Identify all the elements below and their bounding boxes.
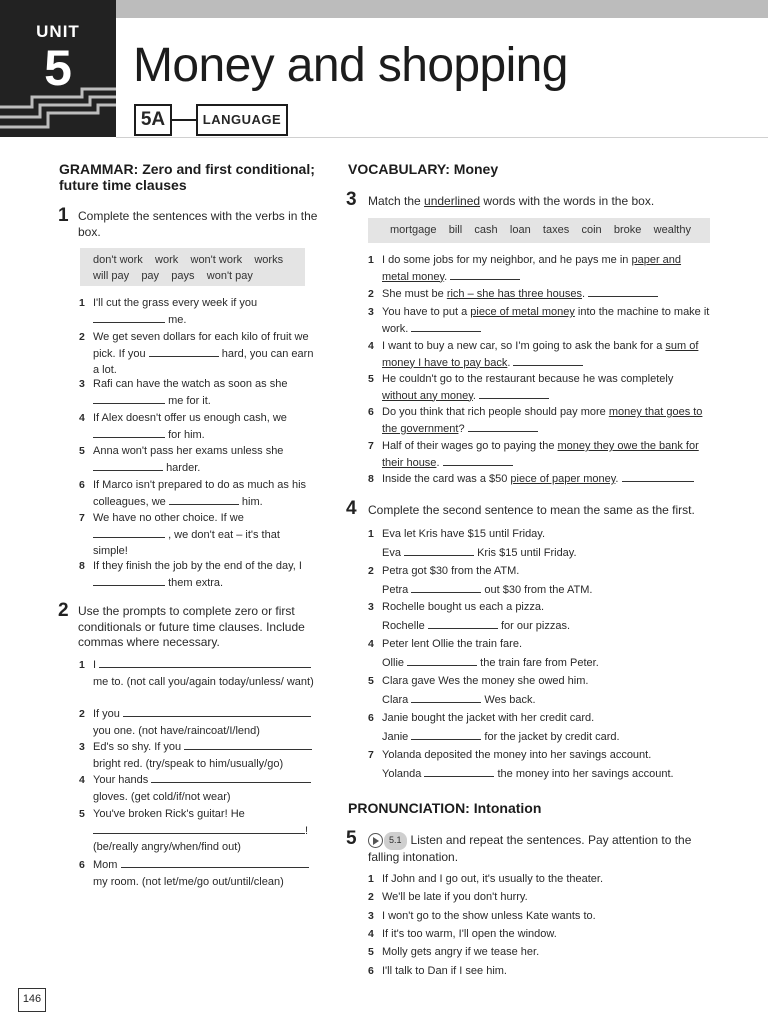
item-text: Half of their wages go to paying the	[382, 440, 558, 452]
item-underlined: paper and metal money	[382, 254, 682, 283]
exercise-2-item	[79, 706, 315, 739]
exercise-5-item	[368, 871, 710, 888]
item-text: Molly gets angry if we tease her.	[382, 946, 540, 958]
instruction-text: Match the	[368, 194, 425, 208]
answer-blank[interactable]	[151, 772, 311, 783]
item-text: Rochelle	[382, 619, 425, 632]
item-text: Janie	[382, 730, 409, 743]
answer-blank[interactable]	[411, 692, 481, 703]
item-text: gloves. (get cold/if/not wear)	[93, 790, 231, 803]
exercise-2-item	[79, 739, 315, 772]
vocabulary-heading-topic: Money	[453, 161, 499, 177]
word-box-word: loan	[509, 224, 531, 236]
answer-blank[interactable]	[93, 312, 165, 323]
item-number: 3	[368, 306, 374, 318]
item-text: hard, you can earn a lot.	[93, 347, 314, 376]
word-box-row-1	[93, 252, 292, 268]
header-divider	[116, 137, 768, 138]
answer-blank[interactable]	[404, 545, 474, 556]
answer-blank[interactable]	[93, 527, 165, 538]
exercise-4-item	[368, 526, 710, 561]
instruction-text: words with the words in the box.	[480, 194, 655, 208]
item-number: 5	[79, 808, 85, 820]
item-text: I'll talk to Dan if I see him.	[382, 965, 507, 977]
item-number: 2	[368, 565, 374, 577]
exercise-3-item	[368, 286, 710, 303]
item-number: 5	[368, 946, 374, 958]
item-text: .	[436, 456, 440, 469]
exercise-1-item	[79, 510, 315, 560]
word-box-word: mortgage	[390, 224, 437, 236]
word-box-word: works	[254, 254, 284, 266]
answer-blank[interactable]	[450, 269, 520, 280]
exercise-1-item	[79, 376, 315, 409]
item-number: 6	[368, 712, 374, 724]
item-text: Kris $15 until Friday.	[477, 546, 577, 559]
answer-blank[interactable]	[123, 706, 311, 717]
item-text: the money into her savings account.	[497, 767, 674, 780]
exercise-1-instruction: Complete the sentences with the verbs in the box.	[78, 209, 318, 239]
exercise-5-instruction	[368, 832, 708, 865]
item-underlined: rich – she has three houses	[446, 288, 582, 300]
item-text: .	[444, 270, 448, 283]
item-text: Peter lent Ollie the train fare.	[382, 638, 523, 650]
exercise-1-item	[79, 410, 315, 443]
item-number: 5	[368, 675, 374, 687]
word-box-word: don't work	[93, 254, 143, 266]
item-number: 2	[368, 891, 374, 903]
item-number: 1	[79, 297, 85, 309]
exercise-3-item	[368, 252, 710, 285]
item-text: into the machine to make it work.	[382, 306, 710, 335]
item-number: 7	[368, 749, 374, 761]
item-number: 4	[79, 774, 85, 786]
word-box-word: coin	[581, 224, 602, 236]
item-text: Ed's so shy. If you	[93, 741, 182, 753]
exercise-4-item	[368, 747, 710, 782]
item-number: 3	[79, 378, 85, 390]
item-text: If John and I go out, it's usually to the theater.	[382, 873, 604, 885]
item-text: I won't go to the show unless Kate wants to.	[382, 910, 596, 922]
item-text: Janie bought the jacket with her credit card.	[382, 712, 595, 724]
answer-blank[interactable]	[93, 460, 163, 471]
item-text: Rochelle bought us each a pizza.	[382, 601, 545, 613]
word-box-word: bill	[448, 224, 463, 236]
exercise-2-item	[79, 857, 315, 890]
item-text: .	[507, 356, 511, 369]
exercise-5-item	[368, 908, 710, 925]
exercise-1-item	[79, 477, 315, 510]
item-number: 3	[368, 601, 374, 613]
item-text: .	[472, 389, 476, 402]
item-text: Do you think that rich people should pay more	[382, 406, 609, 418]
item-text: Wes back.	[484, 693, 536, 706]
item-number: 1	[368, 873, 374, 885]
exercise-3-item	[368, 438, 710, 471]
item-text: I	[93, 659, 97, 671]
word-box-word: pays	[171, 270, 195, 282]
item-text: We have no other choice. If we	[93, 512, 244, 524]
pronunciation-heading-label: PRONUNCIATION:	[348, 800, 470, 816]
item-number: 1	[368, 528, 374, 540]
answer-blank[interactable]	[407, 655, 477, 666]
exercise-5-item	[368, 926, 710, 943]
lesson-connector	[172, 119, 196, 121]
word-box-word: broke	[613, 224, 642, 236]
item-number: 2	[79, 331, 85, 343]
item-text: me.	[168, 313, 187, 326]
item-text: If Marco isn't prepared to do as much as his colleagues, we	[93, 479, 307, 508]
unit-label: UNIT	[36, 22, 80, 41]
answer-blank[interactable]	[93, 427, 165, 438]
answer-blank[interactable]	[93, 823, 305, 834]
vocabulary-heading	[348, 161, 648, 177]
answer-blank[interactable]	[479, 388, 549, 399]
item-text: You have to put a	[382, 306, 471, 318]
exercise-2-item	[79, 772, 315, 805]
item-number: 7	[368, 440, 374, 452]
item-text: I'll cut the grass every week if you	[93, 297, 258, 309]
item-number: 4	[368, 340, 374, 352]
item-text: Anna won't pass her exams unless she	[93, 445, 284, 457]
unit-stripes-decoration	[0, 85, 116, 137]
item-text: She must be	[382, 288, 447, 300]
exercise-5-item	[368, 889, 710, 906]
item-number: 1	[368, 254, 374, 266]
item-underlined: money they owe the bank for their house	[382, 440, 699, 469]
item-underlined: without any money	[382, 389, 473, 402]
exercise-3-instruction	[368, 194, 708, 210]
item-number: 2	[79, 708, 85, 720]
item-text: He couldn't go to the restaurant because he was completely	[382, 373, 674, 385]
item-text: Clara gave Wes the money she owed him.	[382, 675, 589, 687]
exercise-4-item	[368, 636, 710, 671]
unit-number: 5	[44, 40, 72, 96]
item-text: Eva let Kris have $15 until Friday.	[382, 528, 546, 540]
answer-blank[interactable]	[411, 321, 481, 332]
audio-play-icon[interactable]	[368, 833, 383, 848]
item-text: Inside the card was a $50	[382, 473, 511, 485]
word-box-word: taxes	[542, 224, 570, 236]
exercise-1-item	[79, 329, 315, 379]
page-title: Money and shopping	[133, 39, 568, 92]
exercise-5-item	[368, 944, 710, 961]
item-number: 7	[79, 512, 85, 524]
answer-blank[interactable]	[428, 618, 498, 629]
word-box-word: will pay	[93, 270, 130, 282]
item-number: 6	[79, 479, 85, 491]
item-number: 3	[79, 741, 85, 753]
item-text: If they finish the job by the end of the day, I	[93, 560, 302, 572]
exercise-3-item	[368, 471, 710, 488]
grammar-heading-label: GRAMMAR:	[59, 161, 139, 177]
item-text: .	[615, 473, 619, 485]
item-text: ?	[458, 422, 465, 435]
answer-blank[interactable]	[411, 582, 481, 593]
exercise-3-number: 3	[346, 189, 357, 210]
item-number: 4	[79, 412, 85, 424]
item-text: me to. (not call you/again today/unless/ want)	[93, 675, 314, 688]
item-text: him.	[241, 495, 263, 508]
item-text: We get seven dollars for each kilo of fruit we pick. If you	[93, 331, 309, 360]
exercise-3-word-box	[368, 218, 710, 243]
item-underlined: piece of paper money	[510, 473, 616, 485]
word-box-word: work	[155, 254, 179, 266]
answer-blank[interactable]	[121, 857, 309, 868]
item-number: 5	[368, 373, 374, 385]
audio-track-badge: 5.1	[384, 832, 407, 850]
exercise-2-item	[79, 657, 315, 690]
item-number: 5	[79, 445, 85, 457]
item-text: We'll be late if you don't hurry.	[382, 891, 528, 903]
item-text: Clara	[382, 693, 409, 706]
answer-blank[interactable]	[93, 393, 165, 404]
answer-blank[interactable]	[184, 739, 312, 750]
exercise-5-number: 5	[346, 828, 357, 849]
item-text: Yolanda deposited the money into her savings account.	[382, 749, 652, 761]
exercise-1-word-box	[80, 248, 305, 286]
exercise-4-item	[368, 599, 710, 634]
item-underlined: money that goes to the government	[382, 406, 703, 435]
instruction-underlined: underlined	[424, 194, 481, 208]
item-text: Yolanda	[382, 767, 422, 780]
item-text: If you	[93, 708, 120, 720]
item-text: the train fare from Peter.	[480, 656, 599, 669]
item-text: Ollie	[382, 656, 405, 669]
answer-blank[interactable]	[99, 657, 311, 668]
item-text: my room. (not let/me/go out/until/clean)	[93, 875, 284, 888]
header-top-bar	[116, 0, 768, 18]
page-number: 146	[18, 988, 46, 1012]
item-text: for the jacket by credit card.	[484, 730, 620, 743]
item-text: Mom	[93, 859, 118, 871]
vocabulary-heading-label: VOCABULARY:	[348, 161, 450, 177]
item-number: 2	[368, 288, 374, 300]
exercise-4-item	[368, 563, 710, 598]
answer-blank[interactable]	[149, 346, 219, 357]
item-number: 3	[368, 910, 374, 922]
word-box-word: won't pay	[206, 270, 253, 282]
exercise-2-item	[79, 806, 315, 856]
item-text: Eva	[382, 546, 401, 559]
item-text: me for it.	[168, 394, 211, 407]
word-box-word: cash	[474, 224, 498, 236]
exercise-4-item	[368, 710, 710, 745]
answer-blank[interactable]	[443, 455, 513, 466]
item-text: I do some jobs for my neighbor, and he pays me in	[382, 254, 632, 266]
exercise-3-item	[368, 304, 710, 337]
answer-blank[interactable]	[622, 471, 694, 482]
exercise-4-instruction: Complete the second sentence to mean the same as the first.	[368, 503, 695, 517]
item-text: (be/really angry/when/find out)	[93, 841, 241, 853]
exercise-3-item	[368, 338, 710, 371]
answer-blank[interactable]	[93, 575, 165, 586]
exercise-1-item	[79, 295, 315, 328]
item-text: !	[305, 824, 309, 837]
item-underlined: sum of money I have to pay back	[382, 340, 699, 369]
grammar-heading	[59, 161, 319, 193]
word-box-word: wealthy	[653, 224, 691, 236]
item-text: Petra got $30 from the ATM.	[382, 565, 520, 577]
item-number: 6	[368, 965, 374, 977]
item-text: you one. (not have/raincoat/I/lend)	[93, 724, 260, 737]
item-number: 8	[79, 560, 85, 572]
item-number: 8	[368, 473, 374, 485]
item-text: .	[581, 288, 586, 300]
exercise-3-item	[368, 371, 710, 404]
answer-blank[interactable]	[424, 766, 494, 777]
grammar-heading-topic: Zero and first conditional; future time clauses	[59, 161, 315, 193]
exercise-1-item	[79, 443, 315, 476]
exercise-1-number: 1	[58, 205, 69, 226]
answer-blank[interactable]	[411, 729, 481, 740]
item-number: 4	[368, 928, 374, 940]
item-text: You've broken Rick's guitar! He	[93, 808, 245, 820]
item-number: 6	[368, 406, 374, 418]
unit-block	[0, 0, 116, 137]
item-number: 6	[79, 859, 85, 871]
item-text: out $30 from the ATM.	[484, 583, 593, 596]
item-underlined: piece of metal money	[470, 306, 575, 318]
exercise-5-item	[368, 963, 710, 980]
word-box-word: pay	[141, 270, 160, 282]
item-number: 1	[79, 659, 85, 671]
exercise-1-item	[79, 558, 315, 591]
answer-blank[interactable]	[513, 355, 583, 366]
word-box-row-2	[93, 268, 292, 284]
exercise-2-instruction: Use the prompts to complete zero or first conditionals or future time clauses. Include commas where necessary.	[78, 604, 305, 649]
exercise-2-number: 2	[58, 600, 69, 621]
exercise-4-number: 4	[346, 498, 357, 519]
item-text: for him.	[168, 428, 205, 441]
pronunciation-heading	[348, 800, 648, 816]
item-text: bright red. (try/speak to him/usually/go)	[93, 757, 284, 770]
item-text: harder.	[166, 461, 201, 474]
item-text: Your hands	[93, 774, 149, 786]
pronunciation-heading-topic: Intonation	[473, 800, 542, 816]
item-text: I want to buy a new car, so I'm going to ask the bank for a	[382, 340, 666, 352]
item-text: , we don't eat – it's that simple!	[93, 528, 280, 557]
item-number: 4	[368, 638, 374, 650]
answer-blank[interactable]	[169, 494, 239, 505]
word-box-word: won't work	[190, 254, 243, 266]
lesson-code-box: 5A	[134, 104, 172, 136]
item-text: If it's too warm, I'll open the window.	[382, 928, 557, 940]
lesson-tag-box: LANGUAGE	[196, 104, 288, 136]
answer-blank[interactable]	[588, 286, 658, 297]
item-text: Petra	[382, 583, 409, 596]
exercise-4-item	[368, 673, 710, 708]
item-text: If Alex doesn't offer us enough cash, we	[93, 412, 287, 424]
item-text: Rafi can have the watch as soon as she	[93, 378, 288, 390]
exercise-3-item	[368, 404, 710, 437]
answer-blank[interactable]	[468, 421, 538, 432]
instruction-text: Listen and repeat the sentences. Pay attention to the falling intonation.	[368, 832, 692, 864]
item-text: them extra.	[168, 576, 224, 589]
item-text: for our pizzas.	[500, 619, 571, 632]
